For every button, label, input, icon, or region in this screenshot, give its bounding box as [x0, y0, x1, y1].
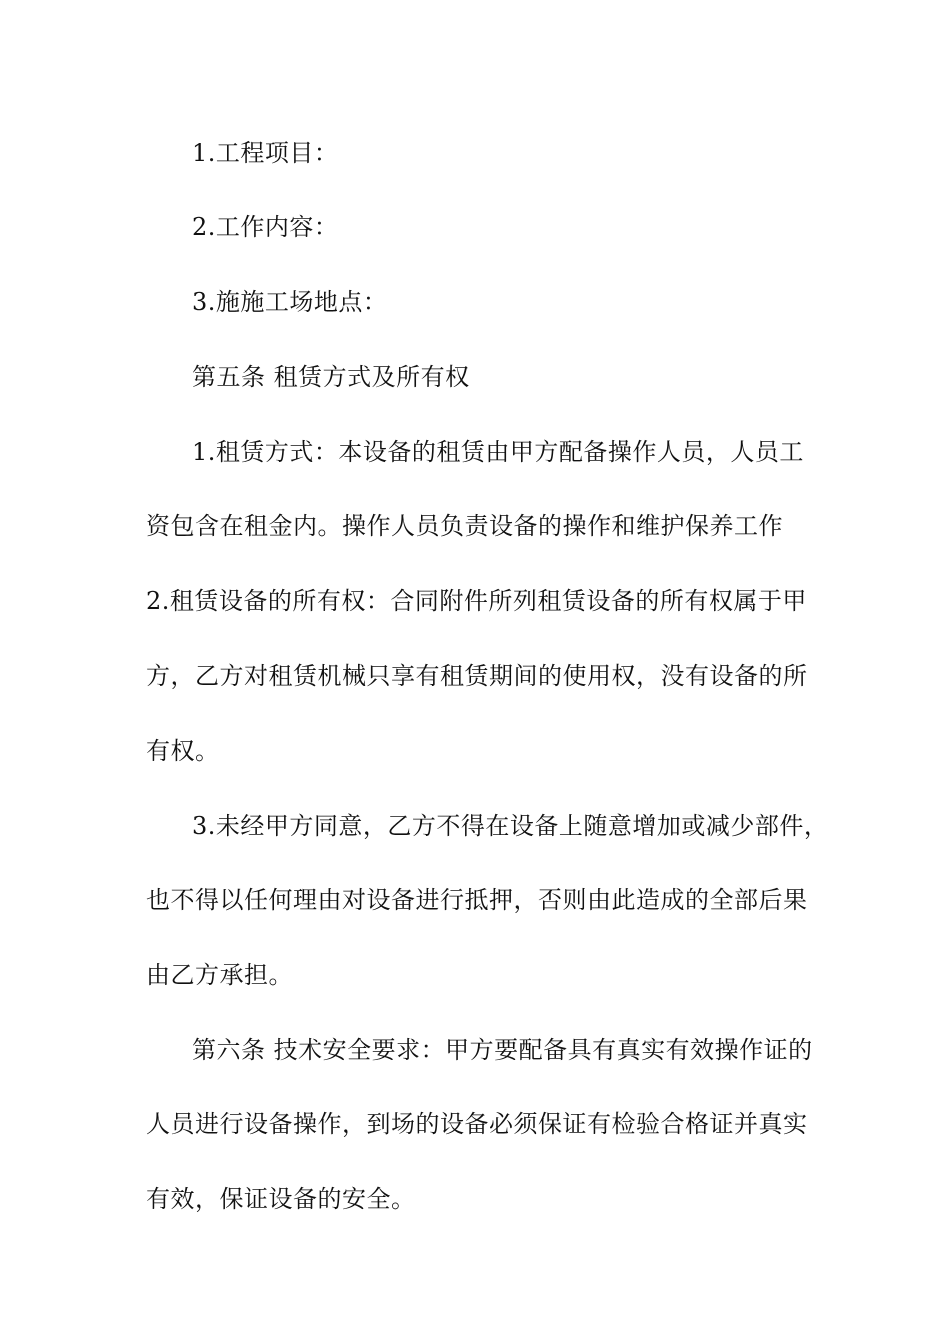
item-site-location: 3.施施工场地点： [192, 288, 388, 316]
article-5-heading: 第五条 租赁方式及所有权 [192, 363, 470, 391]
article-5-para-3-line-2: 也不得以任何理由对设备进行抵押，否则由此造成的全部后果 [146, 886, 808, 914]
article-5-para-3-line-3: 由乙方承担。 [146, 961, 293, 989]
article-5-para-1-line-2: 资包含在租金内。操作人员负责设备的操作和维护保养工作 [146, 512, 783, 540]
article-5-para-2-line-2: 方，乙方对租赁机械只享有租赁期间的使用权，没有设备的所 [146, 662, 808, 690]
article-6-line-3: 有效，保证设备的安全。 [146, 1185, 416, 1213]
item-work-content: 2.工作内容： [192, 213, 339, 241]
article-6-line-1: 第六条 技术安全要求：甲方要配备具有真实有效操作证的 [192, 1036, 813, 1064]
article-5-para-2-line-3: 有权。 [146, 737, 220, 765]
item-project: 1.工程项目： [192, 139, 339, 167]
article-6-line-2: 人员进行设备操作，到场的设备必须保证有检验合格证并真实 [146, 1110, 808, 1138]
article-5-para-1-line-1: 1.租赁方式：本设备的租赁由甲方配备操作人员，人员工 [192, 438, 804, 466]
article-5-para-2-line-1: 2.租赁设备的所有权：合同附件所列租赁设备的所有权属于甲 [146, 587, 807, 615]
article-5-para-3-line-1: 3.未经甲方同意，乙方不得在设备上随意增加或减少部件， [192, 812, 829, 840]
